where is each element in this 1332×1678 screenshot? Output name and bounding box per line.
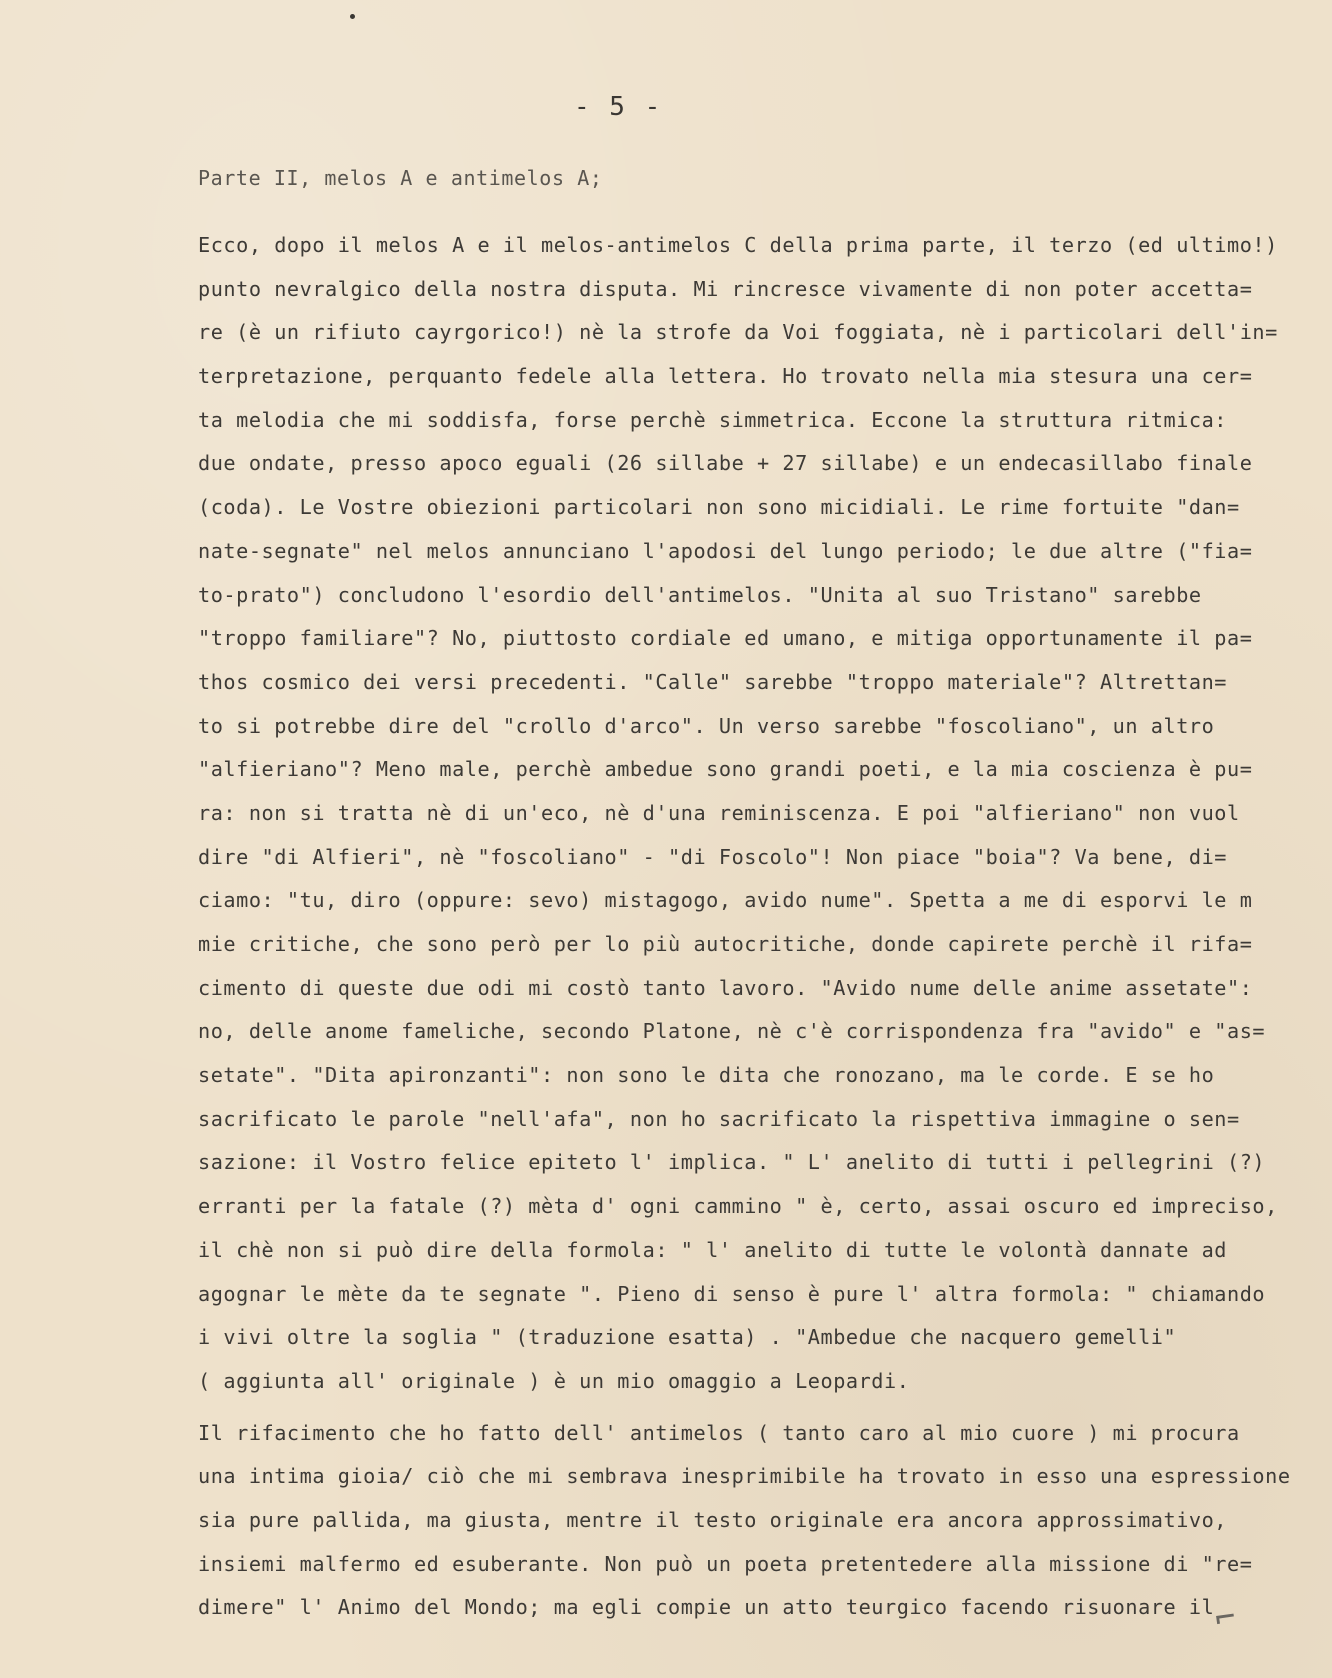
text-line: punto nevralgico della nostra disputa. Mi rincresce vivamente di non poter accetta= [198, 276, 1253, 301]
text-line: to-prato") concludono l'esordio dell'antimelos. "Unita al suo Tristano" sarebbe [198, 582, 1202, 607]
text-line: Il rifacimento che ho fatto dell' antimelos ( tanto caro al mio cuore ) mi procura [198, 1420, 1240, 1445]
text-line: "troppo familiare"? No, piuttosto cordiale ed umano, e mitiga opportunamente il pa= [198, 626, 1253, 651]
text-line: una intima gioia/ ciò che mi sembrava inesprimibile ha trovato in esso una espressione [198, 1464, 1291, 1489]
text-line: due ondate, presso apoco eguali (26 sillabe + 27 sillabe) e un endecasillabo finale [198, 451, 1253, 476]
text-line: il chè non si può dire della formola: " l' anelito di tutte le volontà dannate ad [198, 1237, 1228, 1262]
corner-mark: ⌐ [1212, 1596, 1239, 1640]
text-line: dire "di Alfieri", nè "foscoliano" - "di Foscolo"! Non piace "boia"? Va bene, di= [198, 844, 1228, 869]
text-line: to si potrebbe dire del "crollo d'arco". Un verso sarebbe "foscoliano", un altro [198, 713, 1215, 738]
ink-dot [350, 14, 355, 19]
text-line: agognar le mète da te segnate ". Pieno di senso è pure l' altra formola: " chiamando [198, 1281, 1266, 1306]
page-number: - 5 - [574, 92, 663, 122]
text-line: "alfieriano"? Meno male, perchè ambedue sono grandi poeti, e la mia coscienza è pu= [198, 757, 1253, 782]
section-heading: Parte II, melos A e antimelos A; [198, 166, 603, 190]
letter-body [198, 224, 1328, 1630]
text-line: cimento di queste due odi mi costò tanto lavoro. "Avido nume delle anime assetate": [198, 975, 1253, 1000]
text-line: ta melodia che mi soddisfa, forse perchè simmetrica. Eccone la struttura ritmica: [198, 407, 1228, 432]
text-line: thos cosmico dei versi precedenti. "Calle" sarebbe "troppo materiale"? Altrettan= [198, 669, 1228, 694]
text-line: ciamo: "tu, diro (oppure: sevo) mistagogo, avido nume". Spetta a me di esporvi le m [198, 888, 1253, 913]
text-line: sazione: il Vostro felice epiteto l' implica. " L' anelito di tutti i pellegrini (?) [198, 1150, 1266, 1175]
text-line: setate". "Dita apironzanti": non sono le dita che ronozano, ma le corde. E se ho [198, 1063, 1215, 1088]
text-line: sacrificato le parole "nell'afa", non ho sacrificato la rispettiva immagine o sen= [198, 1106, 1240, 1131]
text-line: Ecco, dopo il melos A e il melos-antimelos C della prima parte, il terzo (ed ultimo!) [198, 233, 1278, 257]
text-line: sia pure pallida, ma giusta, mentre il testo originale era ancora approssimativo, [198, 1507, 1228, 1532]
text-line: no, delle anome fameliche, secondo Platone, nè c'è corrispondenza fra "avido" e "as= [198, 1019, 1266, 1044]
text-line: nate-segnate" nel melos annunciano l'apodosi del lungo periodo; le due altre ("fia= [198, 538, 1253, 563]
text-line: ( aggiunta all' originale ) è un mio omaggio a Leopardi. [198, 1368, 910, 1393]
text-line: mie critiche, che sono però per lo più autocritiche, donde capirete perchè il rifa= [198, 932, 1253, 956]
text-line: terpretazione, perquanto fedele alla lettera. Ho trovato nella mia stesura una cer= [198, 364, 1253, 389]
text-line: dimere" l' Animo del Mondo; ma egli compie un atto teurgico facendo risuonare il [198, 1595, 1215, 1620]
text-line: erranti per la fatale (?) mèta d' ogni cammino " è, certo, assai oscuro ed impreciso, [198, 1194, 1278, 1219]
text-line: (coda). Le Vostre obiezioni particolari non sono micidiali. Le rime fortuite "dan= [198, 495, 1240, 520]
text-line: insiemi malfermo ed esuberante. Non può un poeta pretentedere alla missione di "re= [198, 1551, 1253, 1576]
text-line: ra: non si tratta nè di un'eco, nè d'una reminiscenza. E poi "alfieriano" non vuol [198, 800, 1240, 825]
text-line: i vivi oltre la soglia " (traduzione esatta) . "Ambedue che nacquero gemelli" [198, 1325, 1177, 1350]
text-line: re (è un rifiuto cayrgorico!) nè la strofe da Voi foggiata, nè i particolari dell'in= [198, 320, 1278, 345]
